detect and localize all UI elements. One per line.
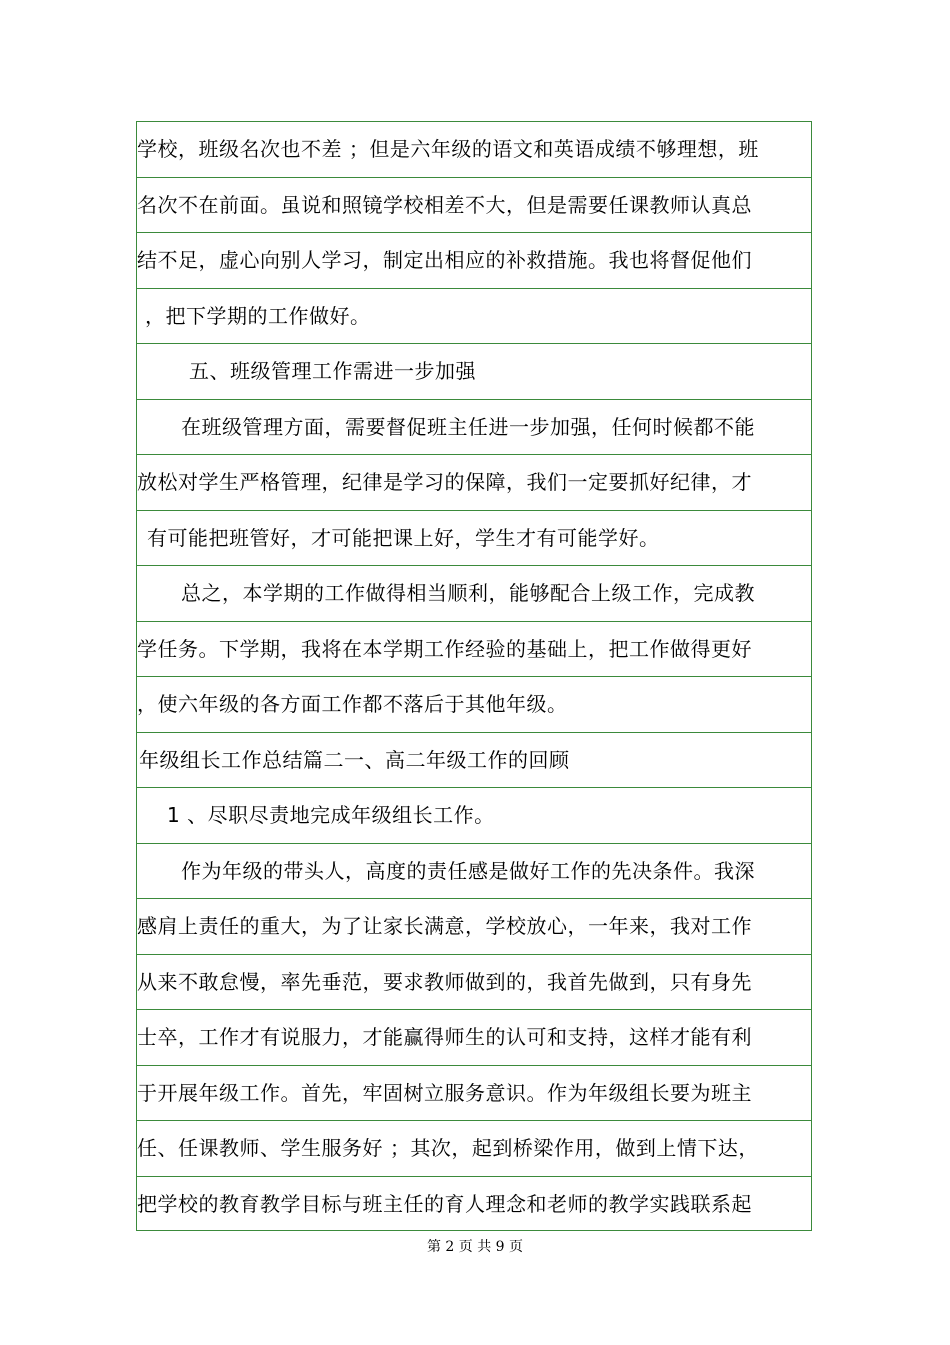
text-line [137,511,811,567]
text-line [137,122,811,178]
line-text: 从来不敢怠慢，率先垂范，要求教师做到的，我首先做到，只有身先 [137,969,752,994]
line-text: 士卒，工作才有说服力，才能赢得师生的认可和支持，这样才能有利 [137,1025,752,1050]
line-text: 任、任课教师、学生服务好 ；其次，起到桥梁作用，做到上情下达， [137,1136,759,1161]
text-line [137,455,811,511]
text-line [137,1177,811,1233]
text-line [137,289,811,345]
line-text: 学任务。下学期，我将在本学期工作经验的基础上，把工作做得更好 [137,636,752,661]
line-text: 学校，班级名次也不差 ；但是六年级的语文和英语成绩不够理想，班 [137,137,759,162]
line-text: 作为年级的带头人，高度的责任感是做好工作的先决条件。我深 [181,858,755,883]
line-text: 名次不在前面。虽说和照镜学校相差不大，但是需要任课教师认真总 [137,192,752,217]
line-text: 1 、尽职尽责地完成年级组长工作。 [167,803,495,828]
text-line [137,899,811,955]
text-line [137,233,811,289]
text-line [137,844,811,900]
text-line [137,955,811,1011]
line-text: 在班级管理方面，需要督促班主任进一步加强，任何时候都不能 [181,414,755,439]
text-line [137,1121,811,1177]
text-grid [136,121,812,1231]
text-line [137,344,811,400]
text-line [137,1010,811,1066]
page-footer: 第 2 页 共 9 页 [426,1239,524,1255]
line-text: 年级组长工作总结篇二一、高二年级工作的回顾 [139,747,570,772]
line-text: ，把下学期的工作做好。 [145,303,371,328]
text-line [137,400,811,456]
text-line [137,733,811,789]
line-text: 总之，本学期的工作做得相当顺利，能够配合上级工作，完成教 [181,581,755,606]
text-line [137,178,811,234]
text-line [137,788,811,844]
line-text: 有可能把班管好，才可能把课上好，学生才有可能学好。 [147,525,660,550]
text-line [137,622,811,678]
line-text: 于开展年级工作。首先，牢固树立服务意识。作为年级组长要为班主 [137,1080,752,1105]
line-text: 把学校的教育教学目标与班主任的育人理念和老师的教学实践联系起 [137,1192,752,1217]
line-text: 感肩上责任的重大，为了让家长满意，学校放心，一年来，我对工作 [137,914,752,939]
line-text: 放松对学生严格管理，纪律是学习的保障，我们一定要抓好纪律，才 [137,470,752,495]
text-line [137,1066,811,1122]
text-line [137,566,811,622]
line-text: ，使六年级的各方面工作都不落后于其他年级。 [137,692,568,717]
line-text: 结不足，虚心向别人学习，制定出相应的补救措施。我也将督促他们 [137,248,752,273]
line-text: 五、班级管理工作需进一步加强 [189,359,476,384]
text-line [137,677,811,733]
